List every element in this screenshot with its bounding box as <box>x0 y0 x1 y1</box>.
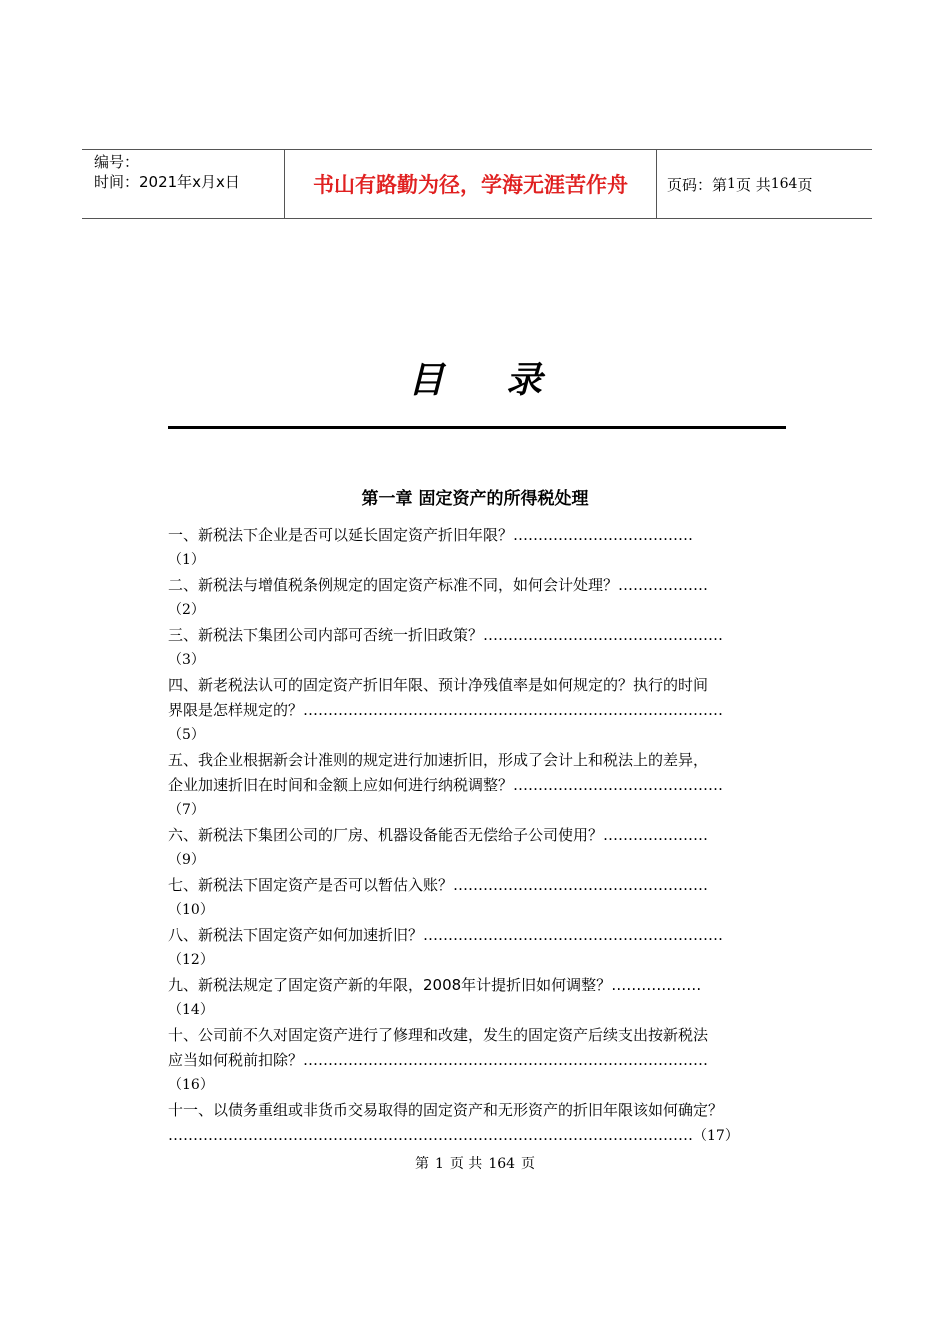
toc-entry[interactable] <box>168 973 788 1023</box>
toc-entry-text: 八、新税法下固定资产如何加速折旧？ <box>168 926 424 944</box>
number-label: 编号： <box>94 153 140 171</box>
toc-entry-text: 三、新税法下集团公司内部可否统一折旧政策？ <box>168 626 484 644</box>
toc-entry-text: 十一、以债务重组或非货币交易取得的固定资产和无形资产的折旧年限该如何确定？ <box>168 1101 724 1119</box>
toc-entry-text: 一、新税法下企业是否可以延长固定资产折旧年限？ <box>168 526 514 544</box>
toc-entry-page: （10） <box>168 902 214 918</box>
toc-entry-leader: ………………………………………… <box>483 626 724 644</box>
toc-entry-page: （5） <box>168 727 205 743</box>
toc-entry[interactable] <box>168 673 788 748</box>
toc-entry[interactable] <box>168 623 788 673</box>
header-motto: 书山有路勤为径，学海无涯苦作舟 <box>284 150 657 218</box>
toc-entry-leader: …………………………………………………………………………………………… <box>168 1126 693 1144</box>
toc-entry-text: 九、新税法规定了固定资产新的年限，2008年计提折旧如何调整？ <box>168 976 612 994</box>
toc-entry-page: （12） <box>168 952 214 968</box>
toc-entry-page: （1） <box>168 552 205 568</box>
page-label-prefix: 页码：第 <box>667 175 728 194</box>
toc-entry[interactable] <box>168 923 788 973</box>
toc-entry-text: 十、公司前不久对固定资产进行了修理和改建，发生的固定资产后续支出按新税法 <box>168 1026 709 1044</box>
toc-title-char-1: 目 <box>407 360 444 401</box>
toc-title-char-2: 录 <box>506 360 543 401</box>
toc-entry-leader: ……………… <box>618 576 709 594</box>
toc-entry-text: 四、新老税法认可的固定资产折旧年限、预计净残值率是如何规定的？执行的时间 <box>168 676 709 694</box>
toc-entry[interactable] <box>168 523 788 573</box>
toc-entry-text: 六、新税法下集团公司的厂房、机器设备能否无偿给子公司使用？ <box>168 826 604 844</box>
toc-entry[interactable] <box>168 748 788 823</box>
toc-entry-leader: ………………………………………………………………………… <box>303 701 724 719</box>
toc-entry-text: 七、新税法下固定资产是否可以暂估入账？ <box>168 876 454 894</box>
page-total: 164 <box>770 176 798 192</box>
page-current: 1 <box>727 176 736 192</box>
footer-mid: 页 共 <box>449 1156 483 1172</box>
footer-prefix: 第 <box>414 1156 429 1172</box>
toc-entry[interactable] <box>168 573 788 623</box>
title-divider <box>168 426 786 429</box>
toc-entry-text-cont: 界限是怎样规定的？ <box>168 701 304 719</box>
chapter-title: 第一章 固定资产的所得税处理 <box>361 489 589 509</box>
page-suffix: 页 <box>797 175 813 194</box>
document-header <box>82 149 872 219</box>
toc-entry-leader: …………………………………… <box>513 776 724 794</box>
toc-entry-page: （7） <box>168 802 205 818</box>
toc-entry-leader: …………………………………………… <box>453 876 709 894</box>
header-meta <box>82 150 284 218</box>
toc-entry-page: （16） <box>168 1077 214 1093</box>
toc-entry-leader: …………………………………………………… <box>423 926 724 944</box>
toc-entry-leader: ……………… <box>611 976 702 994</box>
toc-entry-leader: ……………………………… <box>513 526 694 544</box>
toc-entry-page: （14） <box>168 1002 214 1018</box>
toc-list <box>168 523 788 1148</box>
toc-entry-page: （3） <box>168 652 205 668</box>
page-mid: 页 共 <box>735 175 771 194</box>
footer-suffix: 页 <box>521 1156 536 1172</box>
header-page-info <box>657 150 872 218</box>
toc-entry-leader: ……………………………………………………………………… <box>303 1051 709 1069</box>
toc-entry-page: （2） <box>168 602 205 618</box>
toc-entry[interactable] <box>168 823 788 873</box>
footer-current: 1 <box>434 1156 444 1172</box>
footer-total: 164 <box>488 1156 516 1172</box>
toc-entry-text: 五、我企业根据新会计准则的规定进行加速折旧，形成了会计上和税法上的差异， <box>168 751 709 769</box>
time-label: 时间：2021年x月x日 <box>94 173 240 191</box>
toc-title <box>0 352 950 403</box>
toc-entry-text: 二、新税法与增值税条例规定的固定资产标准不同，如何会计处理？ <box>168 576 619 594</box>
toc-entry-page: （9） <box>168 852 205 868</box>
toc-entry-text-cont: 应当如何税前扣除？ <box>168 1051 304 1069</box>
toc-entry[interactable] <box>168 1098 788 1148</box>
toc-entry-text-cont: 企业加速折旧在时间和金额上应如何进行纳税调整？ <box>168 776 514 794</box>
page-footer <box>0 1153 950 1173</box>
toc-entry-page: （17） <box>693 1128 739 1144</box>
toc-entry[interactable] <box>168 1023 788 1098</box>
toc-entry[interactable] <box>168 873 788 923</box>
toc-entry-leader: ………………… <box>603 826 709 844</box>
